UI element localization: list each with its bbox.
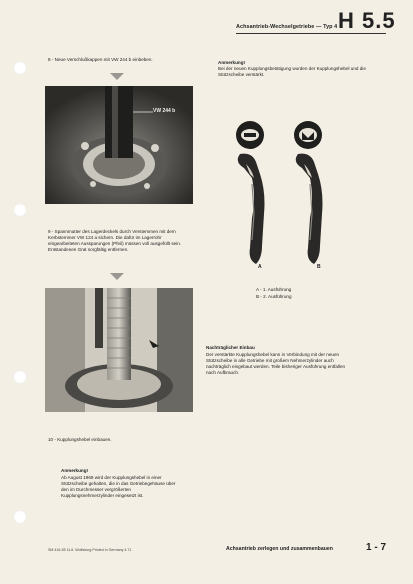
- header-rule: [236, 33, 386, 34]
- clutch-lever-drawing: [222, 118, 346, 278]
- photo-step-8: [45, 86, 193, 204]
- photo-step-9-art: [45, 288, 193, 412]
- lever-label-a: A: [258, 264, 262, 270]
- clutch-lever-figure: [222, 118, 346, 278]
- print-info: SM 416-55 11.6. Wolfsburg Printed in Germany 4.71: [48, 548, 132, 552]
- figure-legend-a: A - 1. Ausführung: [256, 287, 292, 292]
- header-title: Achsantrieb-Wechselgetriebe — Typ 4: [236, 24, 338, 30]
- tool-label: VW 244 b: [153, 108, 176, 114]
- step-8-text: 8 - Neue Verschlußkappen mit VW 244 b einbeben.: [48, 57, 153, 62]
- lever-label-b: B: [317, 264, 321, 270]
- note-2-title: Nachträglicher Einbau: [206, 345, 255, 350]
- punch-hole: [13, 203, 27, 217]
- punch-hole: [13, 510, 27, 524]
- punch-hole: [13, 370, 27, 384]
- step-10-text: 10 - Kupplungshebel einbauen.: [48, 437, 112, 442]
- note-3-text: Ab August 1969 wird der Kupplungshebel in einer Stützscheibe gehalten, die in das Getriebegehäuse über den im Durchmesser vergrößerten Kupplungsnehmerzylinder eingesetzt ist.: [61, 475, 176, 498]
- note-1-title: Anmerkung!: [218, 60, 246, 65]
- figure-legend-b: B - 2. Ausführung: [256, 294, 292, 299]
- footer-section-title: Achsantrieb zerlegen und zusammenbauen: [226, 546, 333, 552]
- page-number: 1 - 7: [366, 542, 387, 553]
- note-1-text: Bei der neuen Kupplungsbetätigung wurden der Kupplungshebel und die Stützscheibe verstärkt.: [218, 66, 366, 77]
- pointer-triangle: [110, 273, 124, 280]
- note-3-title: Anmerkung!: [61, 468, 89, 473]
- photo-step-8-art: [45, 86, 193, 204]
- punch-hole: [13, 61, 27, 75]
- note-2-text: Der verstärkte Kupplungshebel kann in Verbindung mit der neuen Stützscheibe in alle Getriebe mit großem Nehmerzylinder auch nachträglich eingebaut werden. Teile bisheriger Ausführung entfallen nach Aufbrauch.: [206, 352, 346, 375]
- section-code: H 5.5: [338, 8, 396, 33]
- step-9-text: 9 - Spannmutter des Lagerdeckels durch Verstemmen mit dem Kerbstemmer VW 124 a sichern. Die dafür im Lagerrohr eingearbeiteten Aussparungen (Pfeil) müssen voll ausgefüllt sein. Entstandenen Grat sorgfältig entfernen.: [48, 229, 182, 252]
- photo-step-9: [45, 288, 193, 412]
- pointer-triangle: [110, 73, 124, 80]
